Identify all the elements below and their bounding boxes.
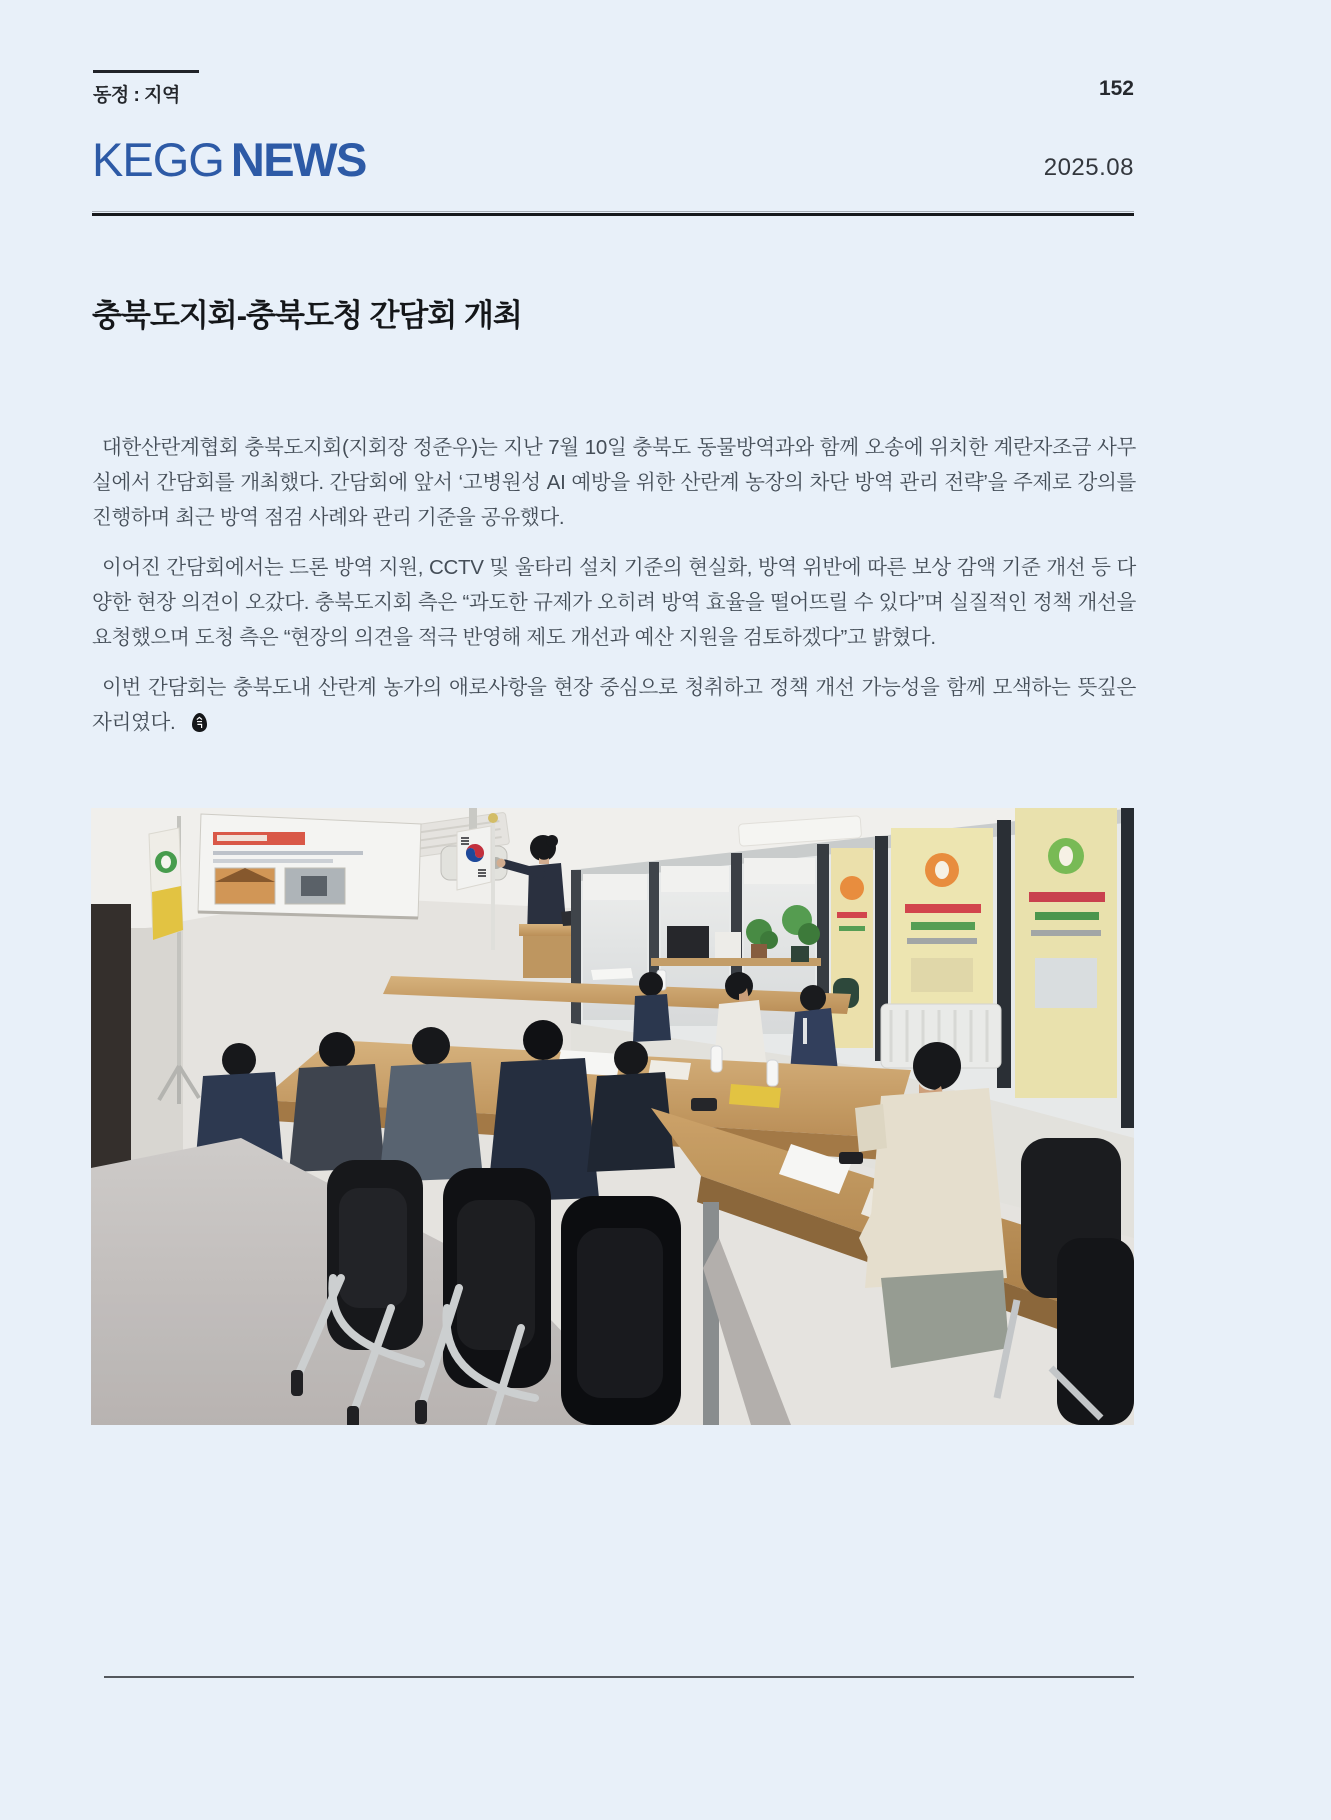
category-label: 동정 : 지역 — [93, 85, 180, 106]
brand-light-part: KEGG — [92, 133, 224, 186]
article-body — [92, 430, 1136, 758]
masthead — [92, 133, 1134, 186]
category-rule — [93, 70, 199, 73]
issue-date: 2025.08 — [1043, 154, 1134, 181]
paragraph-3 — [92, 670, 1136, 743]
brand-bold-part: NEWS — [230, 133, 366, 186]
article-title: 충북도지회-충북도청 간담회 개최 — [92, 298, 522, 333]
photo-vignette — [91, 808, 1134, 1425]
paragraph-3-text: 이번 간담회는 충북도내 산란계 농가의 애로사항을 현장 중심으로 청취하고 정책 개선 가능성을 함께 모색하는 뜻깊은 자리였다. — [92, 676, 1136, 734]
paragraph-1: 대한산란계협회 충북도지회(지회장 정준우)는 지난 7월 10일 충북도 동물방역과와 함께 오송에 위치한 계란자조금 사무실에서 간담회를 개최했다. 간담회에 앞서 ‘고병원성 AI 예방을 위한 산란계 농장의 차단 방역 관리 전략’을 주제로 강의를 진행하며 최근 방역 점검 사례와 관리 기준을 공유했다. — [92, 436, 1136, 529]
masthead-rule — [92, 211, 1134, 216]
page-number: 152 — [1098, 77, 1134, 100]
footer-rule — [104, 1676, 1134, 1678]
egg-end-mark-icon — [182, 708, 207, 743]
paragraph-2: 이어진 간담회에서는 드론 방역 지원, CCTV 및 울타리 설치 기준의 현실화, 방역 위반에 따른 보상 감액 기준 개선 등 다양한 현장 의견이 오갔다. 충북도지회 측은 “과도한 규제가 오히려 방역 효율을 떨어뜨릴 수 있다”며 실질적인 정책 개선을 요청했으며 도청 측은 “현장의 의견을 적극 반영해 제도 개선과 예산 지원을 검토하겠다”고 밝혔다. — [92, 556, 1136, 649]
article-photo — [91, 808, 1134, 1425]
brand-logo — [92, 133, 366, 186]
